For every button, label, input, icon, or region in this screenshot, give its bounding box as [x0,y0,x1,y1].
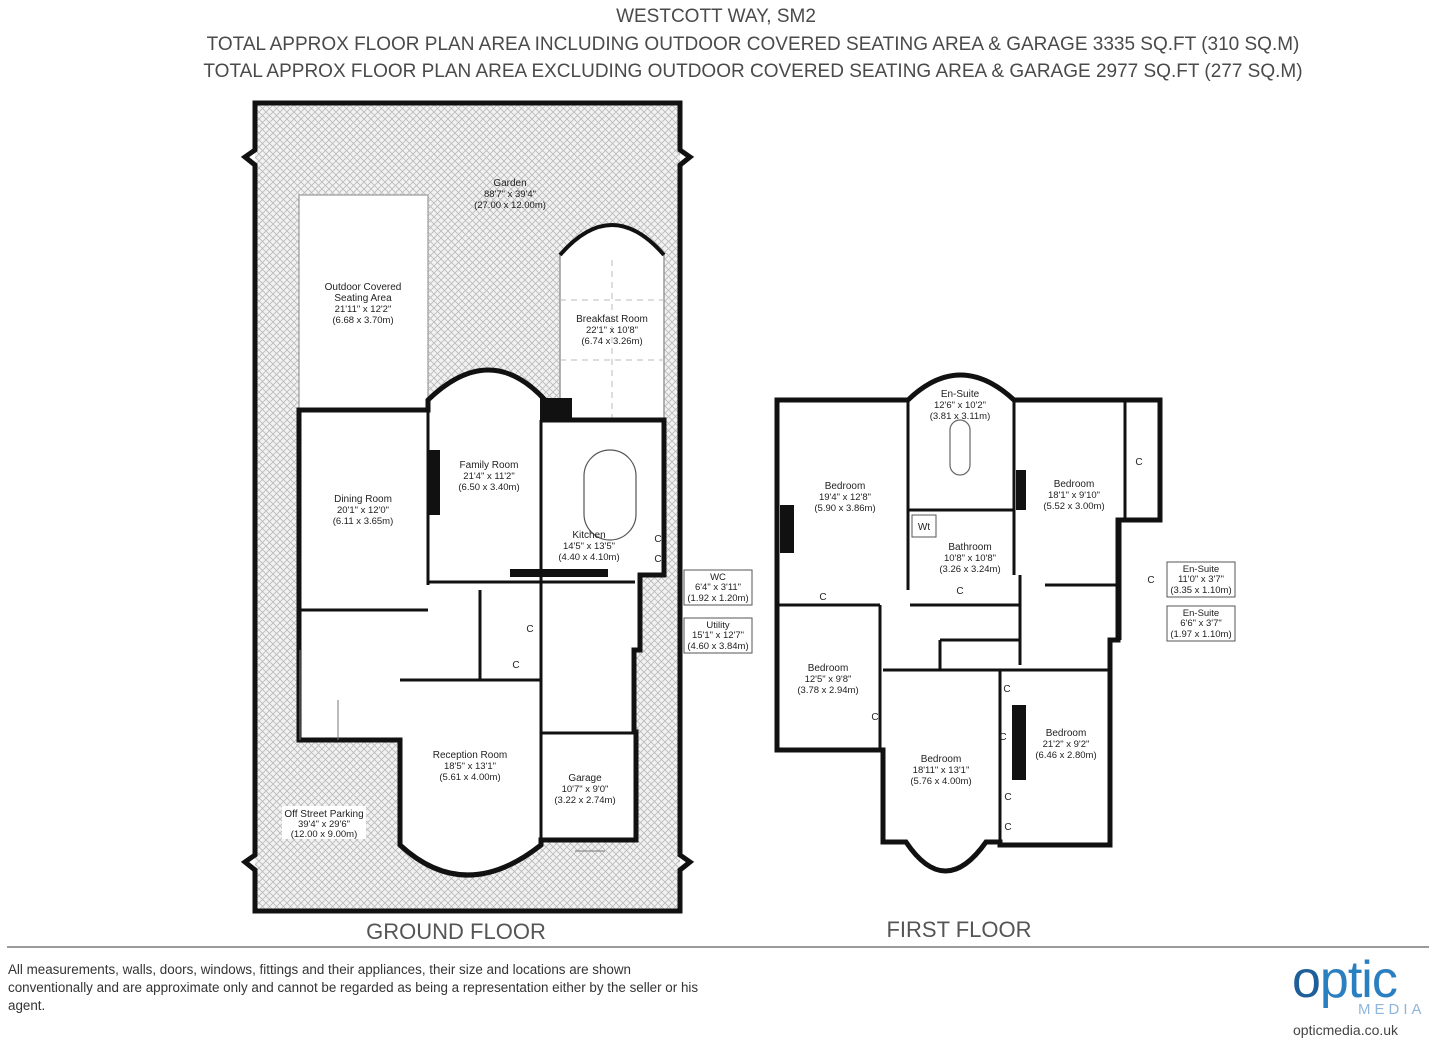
ensuite-a-metric: (3.35 x 1.10m) [1170,585,1232,596]
wc-metric: (1.92 x 1.20m) [687,593,749,604]
ensuite-b-imperial: 6'6" x 3'7" [1180,618,1222,629]
area-excluding-line: TOTAL APPROX FLOOR PLAN AREA EXCLUDING OUTDOOR COVERED SEATING AREA & GARAGE 2977 SQ.FT (277 SQ.M) [203,61,1303,82]
cupboard-label: C [1004,792,1012,803]
optic-media-logo [1288,951,1428,1040]
cupboard-label: C [654,554,662,565]
bathroom-label: Bathroom [948,542,992,553]
seating-label-1: Outdoor Covered [324,282,402,293]
parking-label: Off Street Parking [284,809,364,820]
ensuite-top-label: En-Suite [940,389,980,400]
wt-label: Wt [917,522,931,533]
bedroom-4-label: Bedroom [920,754,962,765]
logo-url: opticmedia.co.uk [1293,1022,1399,1038]
wc-label: WC [710,572,726,583]
cupboard-label: C [654,534,662,545]
bedroom-2-metric: (5.52 x 3.00m) [1043,501,1105,512]
bedroom-2-imperial: 18'1" x 9'10" [1047,490,1101,501]
reception-imperial: 18'5" x 13'1" [443,761,497,772]
ensuite-a-imperial: 11'0" x 3'7" [1177,574,1225,585]
cupboard-label: C [526,624,534,635]
first-floor-plan [777,375,1160,871]
family-metric: (6.50 x 3.40m) [458,482,520,493]
cupboard-label: C [956,586,964,597]
utility-label: Utility [706,620,730,631]
breakfast-label: Breakfast Room [576,314,648,325]
parking-metric: (12.00 x 9.00m) [290,829,358,840]
family-label: Family Room [459,460,519,471]
seating-label-2: Seating Area [334,293,392,304]
utility-imperial: 15'1" x 12'7" [691,630,745,641]
cupboard-label: C [819,592,827,603]
breakfast-imperial: 22'1" x 10'8" [585,325,639,336]
first-floor-title: FIRST FLOOR [886,917,1032,942]
kitchen-metric: (4.40 x 4.10m) [558,552,620,563]
bedroom-1-metric: (5.90 x 3.86m) [814,503,876,514]
bedroom-3-metric: (3.78 x 2.94m) [797,685,859,696]
ground-floor-plan [245,103,690,911]
garden-label: Garden [493,178,527,189]
cupboard-label: C [871,712,879,723]
dining-imperial: 20'1" x 12'0" [336,505,390,516]
garage-imperial: 10'7" x 9'0" [561,784,609,795]
dining-metric: (6.11 x 3.65m) [332,516,394,527]
plan-title: WESTCOTT WAY, SM2 [616,6,816,27]
bedroom-2-label: Bedroom [1053,479,1095,490]
cupboard-label: C [999,732,1007,743]
bedroom-5-label: Bedroom [1045,728,1087,739]
area-including-line: TOTAL APPROX FLOOR PLAN AREA INCLUDING OUTDOOR COVERED SEATING AREA & GARAGE 3335 SQ.FT (310 SQ.M) [206,34,1300,55]
garden-imperial: 88'7" x 39'4" [483,189,537,200]
bedroom-4-imperial: 18'11" x 13'1" [912,765,970,776]
logo-o: o [1292,951,1320,1009]
bedroom-3-imperial: 12'5" x 9'8" [804,674,852,685]
cupboard-label: C [1135,457,1143,468]
cupboard-label: C [1004,822,1012,833]
bedroom-1-imperial: 19'4" x 12'8" [818,492,872,503]
cupboard-label: C [1003,684,1011,695]
bedroom-4-metric: (5.76 x 4.00m) [910,776,972,787]
ensuite-top-metric: (3.81 x 3.11m) [929,411,991,422]
reception-label: Reception Room [432,750,508,761]
ensuite-top-imperial: 12'6" x 10'2" [933,400,987,411]
ensuite-a-label: En-Suite [1182,564,1220,575]
bedroom-1-label: Bedroom [824,481,866,492]
ensuite-b-metric: (1.97 x 1.10m) [1170,629,1232,640]
bathroom-imperial: 10'8" x 10'8" [943,553,997,564]
wc-imperial: 6'4" x 3'11" [694,582,742,593]
utility-metric: (4.60 x 3.84m) [687,641,749,652]
bedroom-5-imperial: 21'2" x 9'2" [1042,739,1090,750]
cupboard-label: C [1147,575,1155,586]
logo-media: MEDIA [1358,1001,1426,1018]
footer-divider [7,946,1429,948]
garage-label: Garage [568,773,602,784]
garden-metric: (27.00 x 12.00m) [474,200,546,211]
bathroom-metric: (3.26 x 3.24m) [939,564,1001,575]
parking-imperial: 39'4" x 29'6" [297,819,351,830]
seating-metric: (6.68 x 3.70m) [332,315,394,326]
reception-metric: (5.61 x 4.00m) [439,772,501,783]
family-imperial: 21'4" x 11'2" [463,471,515,482]
breakfast-metric: (6.74 x 3.26m) [581,336,643,347]
ground-floor-title: GROUND FLOOR [366,919,546,944]
garage-metric: (3.22 x 2.74m) [554,795,616,806]
first-floor-footprint [777,375,1160,871]
kitchen-label: Kitchen [572,530,606,541]
bedroom-5-metric: (6.46 x 2.80m) [1035,750,1097,761]
dining-label: Dining Room [334,494,392,505]
kitchen-imperial: 14'5" x 13'5" [562,541,616,552]
logo-rest: ptic [1319,951,1397,1009]
ensuite-b-label: En-Suite [1182,608,1220,619]
cupboard-label: C [512,660,520,671]
disclaimer-text: All measurements, walls, doors, windows, fittings and their appliances, their size and locations are shown conventionally and are approximate only and cannot be regarded as being a representation either by the seller or his agent. [8,962,699,1013]
bedroom-3-label: Bedroom [807,663,849,674]
seating-imperial: 21'11" x 12'2" [334,304,392,315]
